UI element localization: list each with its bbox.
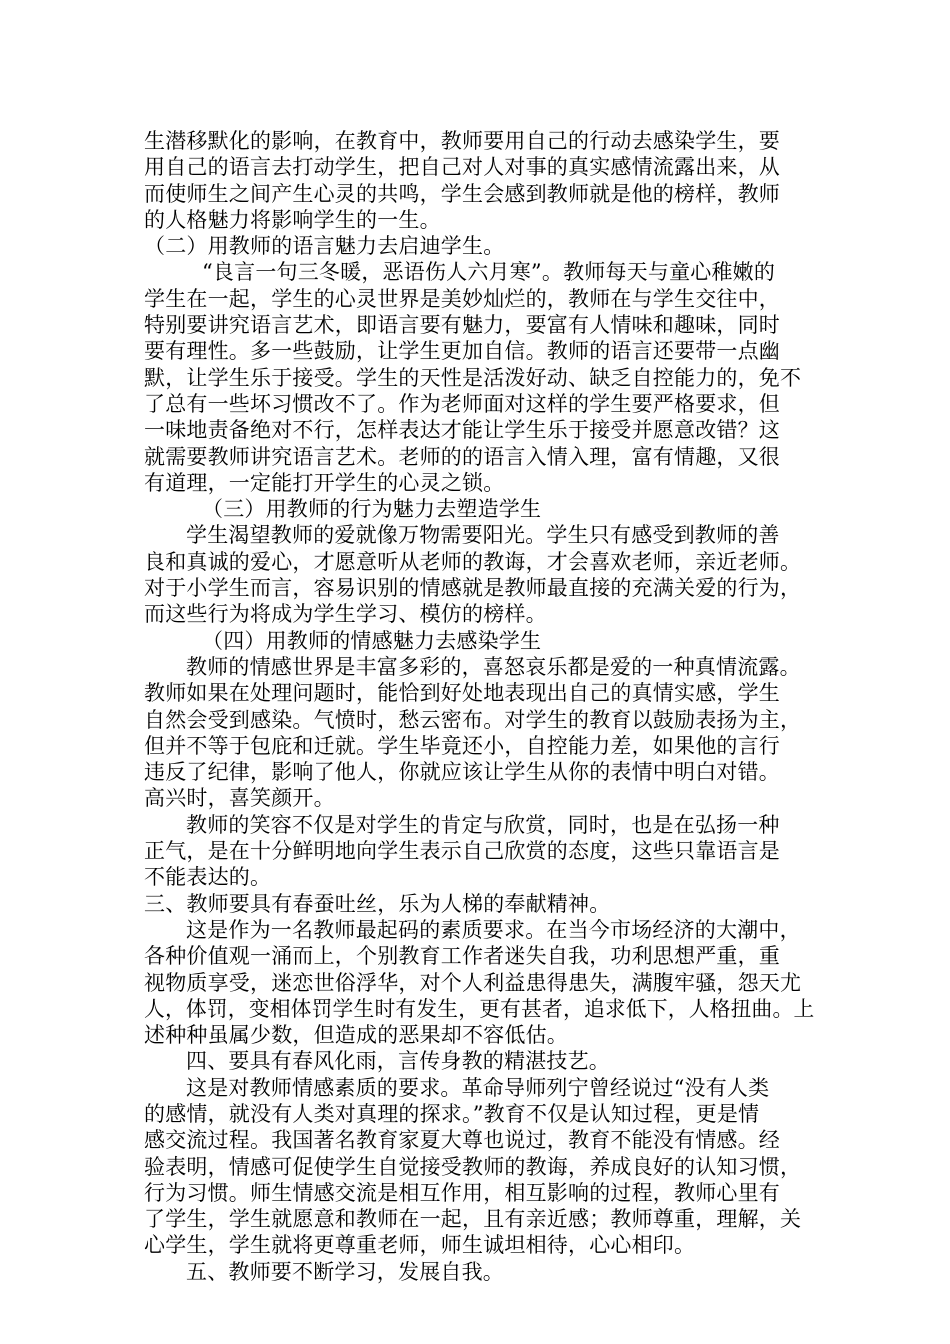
text-line: 但并不等于包庇和迁就。学生毕竟还小，自控能力差，如果他的言行 xyxy=(144,733,780,758)
text-line: 违反了纪律，影响了他人，你就应该让学生从你的表情中明白对错。 xyxy=(144,760,780,785)
text-line: 一味地责备绝对不行，怎样表达才能让学生乐于接受并愿意改错？这 xyxy=(144,418,780,443)
text-line: 高兴时，喜笑颜开。 xyxy=(144,786,335,811)
text-line: 的人格魅力将影响学生的一生。 xyxy=(144,207,441,232)
document-body xyxy=(144,128,814,1285)
text-line: 人，体罚，变相体罚学生时有发生，更有甚者，追求低下，人格扭曲。上 xyxy=(144,996,815,1021)
text-line: 学生渴望教师的爱就像万物需要阳光。学生只有感受到教师的善 xyxy=(186,523,780,548)
text-line: 生潜移默化的影响，在教育中，教师要用自己的行动去感染学生，要 xyxy=(144,129,780,153)
text-line: 有道理，一定能打开学生的心灵之锁。 xyxy=(144,470,505,495)
text-line: （四）用教师的情感魅力去感染学生 xyxy=(202,628,542,653)
text-line: 不能表达的。 xyxy=(144,865,272,890)
text-line: 这是作为一名教师最起码的素质要求。在当今市场经济的大潮中， xyxy=(186,917,801,942)
text-line: 教师如果在处理问题时，能恰到好处地表现出自己的真情实感，学生 xyxy=(144,681,780,706)
text-line: 自然会受到感染。气愤时，愁云密布。对学生的教育以鼓励表扬为主， xyxy=(144,707,802,732)
text-line: 教师的情感世界是丰富多彩的，喜怒哀乐都是爱的一种真情流露。 xyxy=(186,654,801,679)
text-line: 而这些行为将成为学生学习、模仿的榜样。 xyxy=(144,602,547,627)
text-line: （二）用教师的语言魅力去启迪学生。 xyxy=(144,234,505,259)
text-line: 述种种虽属少数，但造成的恶果却不容低估。 xyxy=(144,1023,568,1048)
text-line: 教师的笑容不仅是对学生的肯定与欣赏，同时，也是在弘扬一种 xyxy=(186,812,780,837)
text-line: 了学生，学生就愿意和教师在一起，且有亲近感；教师尊重，理解，关 xyxy=(144,1207,802,1232)
text-line: 的感情，就没有人类对真理的探求。”教育不仅是认知过程，更是情 xyxy=(144,1101,760,1126)
text-line: 就需要教师讲究语言艺术。老师的的语言入情入理，富有情趣，又很 xyxy=(144,444,780,469)
text-line: 良和真诚的爱心，才愿意听从老师的教诲，才会喜欢老师，亲近老师。 xyxy=(144,549,802,574)
text-line: 学生在一起，学生的心灵世界是美妙灿烂的，教师在与学生交往中， xyxy=(144,286,780,311)
text-line: 四、要具有春风化雨，言传身教的精湛技艺。 xyxy=(186,1049,610,1074)
text-line: 而使师生之间产生心灵的共鸣，学生会感到教师就是他的榜样，教师 xyxy=(144,181,780,206)
text-line: 默，让学生乐于接受。学生的天性是活泼好动、缺乏自控能力的，免不 xyxy=(144,365,802,390)
text-line: 心学生，学生就将更尊重老师，师生诚坦相待，心心相印。 xyxy=(144,1233,696,1258)
text-line: （三）用教师的行为魅力去塑造学生 xyxy=(202,497,542,522)
text-line: 正气，是在十分鲜明地向学生表示自己欣赏的态度，这些只靠语言是 xyxy=(144,839,780,864)
text-line: “良言一句三冬暖，恶语伤人六月寒”。教师每天与童心稚嫩的 xyxy=(202,260,776,285)
text-line: 用自己的语言去打动学生，把自己对人对事的真实感情流露出来，从 xyxy=(144,155,780,180)
text-line: 三、教师要具有春蚕吐丝，乐为人梯的奉献精神。 xyxy=(144,891,611,916)
text-line: 这是对教师情感素质的要求。革命导师列宁曾经说过“没有人类 xyxy=(186,1075,770,1100)
text-line: 特别要讲究语言艺术，即语言要有魅力，要富有人情味和趣味，同时 xyxy=(144,313,780,338)
text-line: 要有理性。多一些鼓励，让学生更加自信。教师的语言还要带一点幽 xyxy=(144,339,780,364)
text-line: 对于小学生而言，容易识别的情感就是教师最直接的充满关爱的行为， xyxy=(144,576,802,601)
text-line: 了总有一些坏习惯改不了。作为老师面对这样的学生要严格要求，但 xyxy=(144,391,780,416)
text-line: 行为习惯。师生情感交流是相互作用，相互影响的过程，教师心里有 xyxy=(144,1180,780,1205)
text-line: 各种价值观一涌而上，个别教育工作者迷失自我，功利思想严重，重 xyxy=(144,944,780,969)
text-line: 验表明，情感可促使学生自觉接受教师的教诲，养成良好的认知习惯， xyxy=(144,1154,802,1179)
text-line: 视物质享受，迷恋世俗浮华，对个人利益患得患失，满腹牢骚，怨天尤 xyxy=(144,970,802,995)
text-line: 感交流过程。我国著名教育家夏大尊也说过，教育不能没有情感。经 xyxy=(144,1128,780,1153)
text-line: 五、教师要不断学习，发展自我。 xyxy=(186,1259,504,1284)
